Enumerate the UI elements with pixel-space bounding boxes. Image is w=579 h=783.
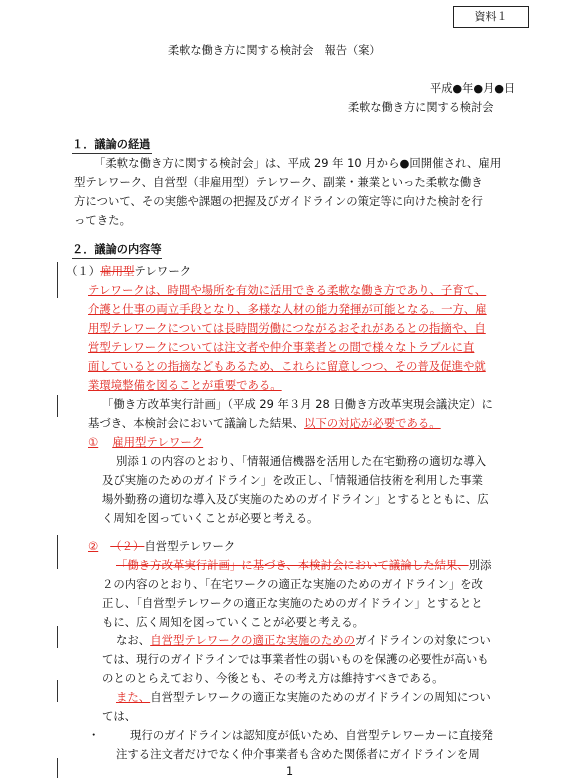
inserted-paragraph-line: 介護と仕事の両立手段となり、多様な人材の能力発揮が可能となる。一方、雇 bbox=[88, 302, 487, 316]
note-paragraph-line: のとのとらえており、今後とも、その考え方は維持すべきである。 bbox=[102, 671, 444, 685]
inserted-paragraph-line: 用型テレワークについては長時間労働につながるおそれがあるとの指摘や、自 bbox=[88, 321, 486, 335]
revision-bar bbox=[57, 626, 58, 648]
item2-line: もに、広く周知を図っていくことが必要と考える。 bbox=[102, 615, 364, 629]
plan-paragraph-line bbox=[88, 414, 441, 433]
item1-line: 場外勤務の適切な導入及び実施のためのガイドライン」とするとともに、広 bbox=[102, 492, 489, 506]
revision-bar bbox=[57, 262, 58, 298]
subsection1-struck-text: 雇用型 bbox=[100, 264, 135, 278]
bullet-marker: ・ bbox=[88, 728, 100, 742]
subsection1-heading bbox=[66, 262, 191, 281]
item2-heading bbox=[88, 537, 235, 556]
item1-line: 及び実施のためのガイドライン」を改正し、「情報通信技術を利用した事業 bbox=[102, 473, 483, 487]
section1-line: ってきた。 bbox=[74, 213, 131, 227]
document-title: 柔軟な働き方に関する検討会 報告（案） bbox=[168, 44, 381, 57]
item2-number: ② bbox=[88, 539, 99, 553]
also-paragraph-line bbox=[116, 688, 491, 707]
section1-line: 方について、その実態や課題の把握及びガイドラインの策定等に向けた検討を行 bbox=[74, 194, 483, 208]
plan-inserted-text: 以下の対応が必要である。 bbox=[303, 416, 441, 430]
inserted-paragraph-line: 面しているとの指摘などもあるため、これらに留意しつつ、その普及促進や就 bbox=[88, 359, 486, 373]
item2-line: ２の内容のとおり、「在宅ワークの適正な実施のためのガイドライン」を改 bbox=[102, 577, 483, 591]
also-inserted-text: また、 bbox=[116, 690, 151, 704]
revision-bar bbox=[57, 395, 58, 417]
note-paragraph-line bbox=[116, 631, 491, 650]
item1-line: く周知を図っていくことが必要と考える。 bbox=[102, 511, 319, 525]
document-date: 平成●年●月●日 bbox=[430, 82, 516, 95]
plan-text: 基づき、本検討会において議論した結果、 bbox=[88, 416, 304, 430]
note-text: なお、 bbox=[116, 633, 151, 647]
item2-title: 自営型テレワーク bbox=[144, 539, 236, 553]
document-label-box: 資料１ bbox=[453, 6, 529, 28]
section1-heading: １．議論の経過 bbox=[72, 138, 151, 151]
subsection1-title: テレワーク bbox=[134, 264, 192, 278]
note-paragraph-line: ては、現行のガイドラインでは事業者性の弱いものを保護の必要性が高いも bbox=[102, 652, 489, 666]
bullet-line: 注する注文者だけでなく仲介事業者も含めた関係者にガイドラインを周 bbox=[116, 747, 480, 761]
also-text: 自営型テレワークの適正な実施のためのガイドラインの周知につい bbox=[150, 690, 491, 704]
also-paragraph-line: ては、 bbox=[102, 709, 137, 723]
section2-heading-underline bbox=[72, 258, 162, 259]
item1-number: ① bbox=[88, 435, 99, 449]
revision-bar bbox=[57, 535, 58, 569]
item2-struck-text: 「働き方改革実行計画」に基づき、本検討会において議論した結果、 bbox=[116, 558, 469, 572]
inserted-paragraph-line: 営型テレワークについては注文者や仲介事業者との間で様々なトラブルに直 bbox=[88, 340, 475, 354]
subsection1-prefix: （１） bbox=[66, 264, 101, 278]
note-inserted-text: 自営型テレワークの適正な実施のための bbox=[150, 633, 355, 647]
section2-heading: ２．議論の内容等 bbox=[72, 243, 162, 256]
item2-text: 別添 bbox=[468, 558, 492, 572]
item1-line: 別添１の内容のとおり、「情報通信機器を活用した在宅勤務の適切な導入 bbox=[116, 454, 487, 468]
item2-struck-prefix: （２） bbox=[110, 539, 145, 553]
item1-title: 雇用型テレワーク bbox=[112, 435, 204, 449]
revision-bar bbox=[57, 680, 58, 702]
item2-line bbox=[116, 556, 491, 575]
plan-paragraph-line: 「働き方改革実行計画」（平成 29 年３月 28 日働き方改革実現会議決定）に bbox=[102, 397, 493, 411]
note-text: ガイドラインの対象につい bbox=[355, 633, 491, 647]
inserted-paragraph-line: 業環境整備を図ることが重要である。 bbox=[88, 378, 282, 392]
item1-heading bbox=[88, 433, 203, 452]
document-organization: 柔軟な働き方に関する検討会 bbox=[348, 101, 494, 114]
page-number: 1 bbox=[286, 765, 294, 778]
section1-line: 型テレワーク、自営型（非雇用型）テレワーク、副業・兼業といった柔軟な働き bbox=[74, 175, 483, 189]
inserted-paragraph-line: テレワークは、時間や場所を有効に活用できる柔軟な働き方であり、子育て、 bbox=[88, 283, 487, 297]
section1-line: 「柔軟な働き方に関する検討会」は、平成 29 年 10 月から●回開催され、雇用 bbox=[94, 156, 502, 170]
bullet-line: 現行のガイドラインは認知度が低いため、自営型テレワーカーに直接発 bbox=[130, 728, 493, 742]
revision-bar bbox=[57, 758, 58, 778]
item2-line: 正し、「自営型テレワークの適正な実施のためのガイドライン」とするとと bbox=[102, 596, 483, 610]
